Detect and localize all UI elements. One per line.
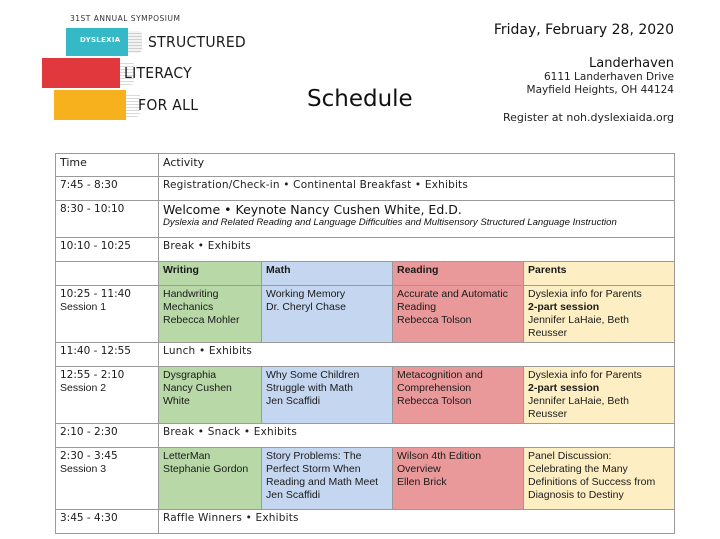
keynote-subtitle: Dyslexia and Related Reading and Language Difficulties and Multisensory Structured Language Instruction xyxy=(163,217,617,228)
row-activity: Break • Exhibits xyxy=(159,238,675,262)
track-parents: Parents xyxy=(524,262,675,286)
row-time: 11:40 - 12:55 xyxy=(56,343,159,367)
session3-parents xyxy=(524,448,675,510)
session-line: Perfect Storm When xyxy=(266,463,361,475)
session-line: LetterMan xyxy=(163,450,211,462)
session2-math xyxy=(262,367,393,424)
session-note: 2-part session xyxy=(528,301,600,313)
row-time: 10:10 - 10:25 xyxy=(56,238,159,262)
row-activity: Raffle Winners • Exhibits xyxy=(159,510,675,534)
session-line: Handwriting xyxy=(163,288,219,300)
keynote-title: Welcome • Keynote Nancy Cushen White, Ed.D. xyxy=(163,202,462,217)
track-math: Math xyxy=(262,262,393,286)
session-presenter: Nancy Cushen xyxy=(163,382,232,394)
table-row xyxy=(56,201,675,238)
session-presenter: Rebecca Mohler xyxy=(163,314,240,326)
session1-parents xyxy=(524,286,675,343)
session-time-cell xyxy=(56,448,159,510)
row-activity: Lunch • Exhibits xyxy=(159,343,675,367)
session-presenter: White xyxy=(163,395,190,407)
session-presenter: Rebecca Tolson xyxy=(397,395,472,407)
session-name: Session 2 xyxy=(60,382,107,394)
session-line: Diagnosis to Destiny xyxy=(528,489,624,501)
session-line: Dyslexia info for Parents xyxy=(528,369,642,381)
registration-link[interactable]: Register at noh.dyslexiaida.org xyxy=(503,111,674,124)
session-name: Session 1 xyxy=(60,301,107,313)
session3-writing xyxy=(159,448,262,510)
row-activity: Registration/Check-in • Continental Breakfast • Exhibits xyxy=(159,177,675,201)
session-presenter: Jennifer LaHaie, Beth Reusser xyxy=(528,395,629,420)
session-line: Accurate and Automatic xyxy=(397,288,508,300)
page-title: Schedule xyxy=(307,86,413,112)
session-line: Reading and Math Meet xyxy=(266,476,379,488)
table-row xyxy=(56,177,675,201)
logo-word-structured: STRUCTURED xyxy=(148,33,246,51)
table-row xyxy=(56,424,675,448)
event-info xyxy=(494,22,674,124)
logo-word-for-all: FOR ALL xyxy=(138,96,199,114)
table-header-row xyxy=(56,154,675,177)
session-time: 2:30 - 3:45 xyxy=(60,450,118,462)
venue-address-line2: Mayfield Heights, OH 44124 xyxy=(526,84,674,96)
header-activity: Activity xyxy=(159,154,675,177)
session-line: Overview xyxy=(397,463,441,475)
session-row xyxy=(56,367,675,424)
session-line: Wilson 4th Edition xyxy=(397,450,482,462)
row-time: 2:10 - 2:30 xyxy=(56,424,159,448)
row-time: 3:45 - 4:30 xyxy=(56,510,159,534)
schedule-table xyxy=(55,153,675,534)
session-line: Definitions of Success from xyxy=(528,476,656,488)
book-structured xyxy=(66,28,246,56)
session-line: Comprehension xyxy=(397,382,472,394)
logo-word-literacy: LITERACY xyxy=(124,64,192,82)
session1-writing xyxy=(159,286,262,343)
session3-reading xyxy=(393,448,524,510)
session-line: Why Some Children xyxy=(266,369,360,381)
row-time: 7:45 - 8:30 xyxy=(56,177,159,201)
track-reading: Reading xyxy=(393,262,524,286)
session-line: Mechanics xyxy=(163,301,214,313)
symposium-label: 31ST ANNUAL SYMPOSIUM xyxy=(70,14,181,23)
welcome-activity xyxy=(159,201,675,238)
track-writing: Writing xyxy=(159,262,262,286)
venue-name: Landerhaven xyxy=(589,56,674,71)
session-note: 2-part session xyxy=(528,382,600,394)
session-row xyxy=(56,448,675,510)
track-header-row xyxy=(56,262,675,286)
table-row xyxy=(56,343,675,367)
session2-writing xyxy=(159,367,262,424)
session3-math xyxy=(262,448,393,510)
session-presenter: Dr. Cheryl Chase xyxy=(266,301,346,313)
session-line: Celebrating the Many xyxy=(528,463,628,475)
session2-parents xyxy=(524,367,675,424)
session-presenter: Jennifer LaHaie, Beth Reusser xyxy=(528,314,629,339)
row-time: 8:30 - 10:10 xyxy=(56,201,159,238)
event-date: Friday, February 28, 2020 xyxy=(493,22,674,38)
session-time-cell xyxy=(56,367,159,424)
session-row xyxy=(56,286,675,343)
table-row xyxy=(56,510,675,534)
session-time-cell xyxy=(56,286,159,343)
table-row xyxy=(56,238,675,262)
symposium-logo xyxy=(40,10,246,128)
session-time: 10:25 - 11:40 xyxy=(60,288,131,300)
session-presenter: Ellen Brick xyxy=(397,476,447,488)
session-presenter: Jen Scaffidi xyxy=(266,489,321,501)
session-line: Metacognition and xyxy=(397,369,483,381)
session-line: Dyslexia info for Parents xyxy=(528,288,642,300)
track-spacer xyxy=(56,262,159,286)
session-presenter: Rebecca Tolson xyxy=(397,314,472,326)
session-presenter: Stephanie Gordon xyxy=(163,463,249,475)
session-line: Working Memory xyxy=(266,288,346,300)
dyslexia-badge: DYSLEXIA xyxy=(80,36,121,44)
session-presenter: Jen Scaffidi xyxy=(266,395,321,407)
session-line: Story Problems: The xyxy=(266,450,362,462)
session-time: 12:55 - 2:10 xyxy=(60,369,125,381)
session-line: Dysgraphia xyxy=(163,369,217,381)
session2-reading xyxy=(393,367,524,424)
session-line: Panel Discussion: xyxy=(528,450,612,462)
session1-math xyxy=(262,286,393,343)
session-line: Struggle with Math xyxy=(266,382,353,394)
session-name: Session 3 xyxy=(60,463,107,475)
session1-reading xyxy=(393,286,524,343)
venue-address-line1: 6111 Landerhaven Drive xyxy=(543,71,674,83)
row-activity: Break • Snack • Exhibits xyxy=(159,424,675,448)
book-literacy xyxy=(42,58,196,88)
session-line: Reading xyxy=(397,301,437,313)
header-time: Time xyxy=(56,154,159,177)
book-for-all xyxy=(54,90,204,120)
